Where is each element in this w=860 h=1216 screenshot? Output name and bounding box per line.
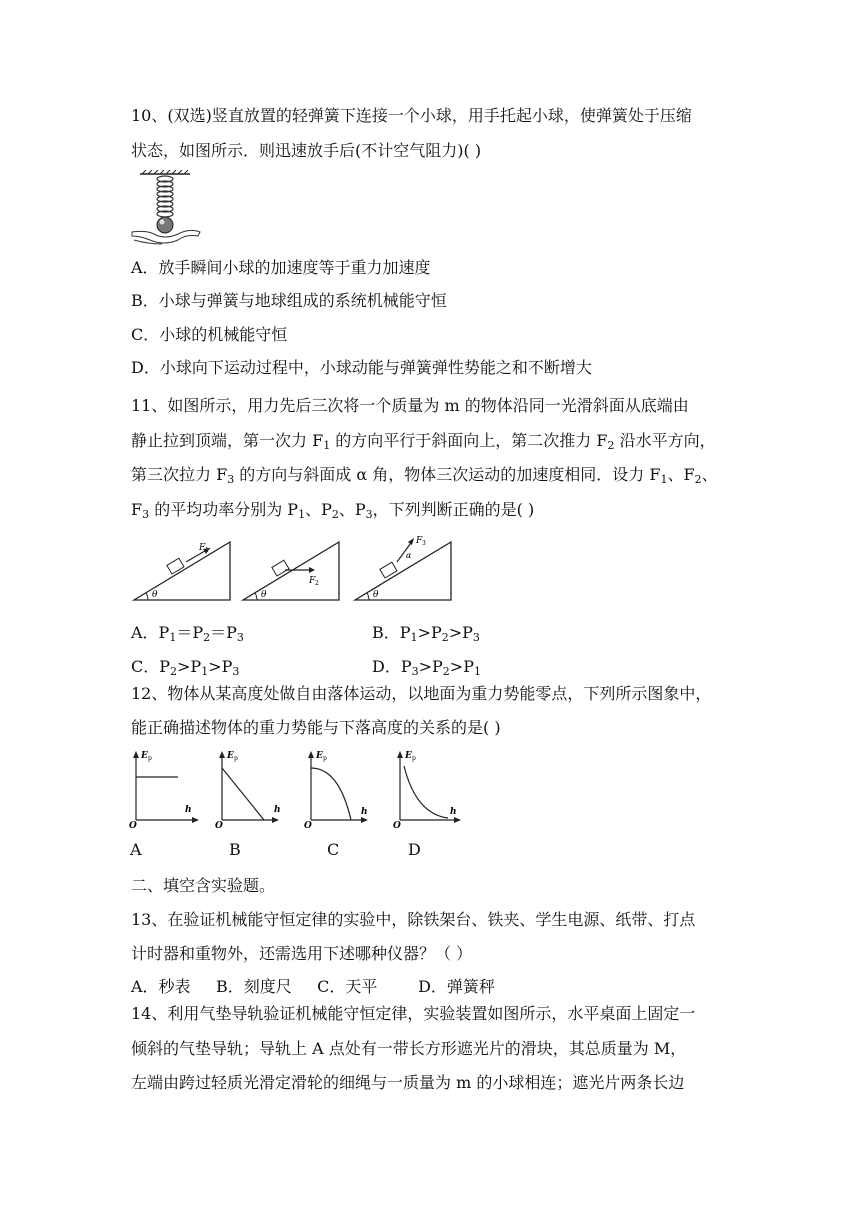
graph-a-y-label: E xyxy=(141,751,148,761)
q11-option-c: C．$P_2>P_1>P_3$ xyxy=(131,657,240,678)
q11-stem-line2: 静止拉到顶端，第一次力 $F_1$ 的方向平行于斜面向上，第二次推力 $F_2$ 沿水平方向， xyxy=(131,431,716,452)
graph-d-x-label: h xyxy=(450,807,457,817)
angle-alpha: α xyxy=(406,551,412,560)
graph-a-origin: O xyxy=(129,821,137,830)
q10-stem-line1: 10、(双选)竖直放置的轻弹簧下连接一个小球，用手托起小球，使弹簧处于压缩 xyxy=(131,106,692,125)
graph-b xyxy=(214,748,294,830)
q13-options: A．秒表 B．刻度尺 C．天平 D．弹簧秤 xyxy=(131,977,495,996)
q11-option-a: A．$P_1=P_2=P_3$ xyxy=(131,623,244,644)
q10-option-a: A．放手瞬间小球的加速度等于重力加速度 xyxy=(131,258,431,277)
q12-stem-line1: 12、物体从某高度处做自由落体运动，以地面为重力势能零点，下列所示图象中， xyxy=(131,684,712,703)
q13-stem-line1: 13、在验证机械能守恒定律的实验中，除铁架台、铁夹、学生电源、纸带、打点 xyxy=(131,910,696,929)
graph-a-x-label: h xyxy=(185,805,192,815)
force-label-f2-sub: 2 xyxy=(315,580,319,587)
angle-theta-2: θ xyxy=(261,590,267,600)
graph-a xyxy=(128,748,208,830)
q10-option-d: D．小球向下运动过程中，小球动能与弹簧弹性势能之和不断增大 xyxy=(131,358,592,377)
angle-theta-1: θ xyxy=(152,590,158,600)
section-heading: 二、填空含实验题。 xyxy=(131,876,276,895)
graph-b-x-label: h xyxy=(274,805,281,815)
q11-stem-line1: 11、如图所示，用力先后三次将一个质量为 m 的物体沿同一光滑斜面从底端由 xyxy=(131,396,689,415)
graph-label-a: A xyxy=(130,840,142,859)
graph-d-y-label: E xyxy=(405,751,412,761)
force-label-f1-sub: 1 xyxy=(205,547,209,554)
q14-stem-line1: 14、利用气垫导轨验证机械能守恒定律，实验装置如图所示，水平桌面上固定一 xyxy=(131,1004,696,1023)
q13-stem-line2: 计时器和重物外，还需选用下述哪种仪器？（ ） xyxy=(131,944,473,963)
graph-b-y-label: E xyxy=(227,751,234,761)
graph-d-y-sub: p xyxy=(412,755,416,762)
graph-label-d: D xyxy=(408,840,421,859)
force-label-f2: F xyxy=(309,576,316,586)
q11-stem-line4: $F_3$ 的平均功率分别为 $P_1$、$P_2$、$P_3$，下列判断正确的是( ) xyxy=(131,500,535,521)
graph-d xyxy=(392,748,472,830)
angle-theta-3: θ xyxy=(373,590,379,600)
incline-figure-3 xyxy=(351,534,461,604)
q11-stem-line3: 第三次拉力 $F_3$ 的方向与斜面成 α 角，物体三次运动的加速度相同．设力 $F_1$、$F_2$、 xyxy=(131,465,718,486)
q10-stem-line2: 状态，如图所示．则迅速放手后(不计空气阻力)( ) xyxy=(131,141,482,160)
graph-label-b: B xyxy=(229,840,241,859)
graph-b-origin: O xyxy=(215,821,223,830)
q14-stem-line2: 倾斜的气垫导轨；导轨上 A 点处有一带长方形遮光片的滑块，其总质量为 M， xyxy=(131,1039,687,1058)
graph-c-y-label: E xyxy=(316,751,323,761)
q11-option-b: B．$P_1>P_2>P_3$ xyxy=(372,623,480,644)
graph-d-origin: O xyxy=(393,821,401,830)
graph-c-x-label: h xyxy=(361,807,368,817)
graph-label-c: C xyxy=(327,840,340,859)
graph-c xyxy=(303,748,383,830)
force-label-f1: F xyxy=(199,543,206,553)
q10-option-c: C．小球的机械能守恒 xyxy=(131,325,288,344)
q14-stem-line3: 左端由跨过轻质光滑定滑轮的细绳与一质量为 m 的小球相连；遮光片两条长边 xyxy=(131,1073,685,1092)
force-label-f3: F xyxy=(416,536,423,546)
graph-c-origin: O xyxy=(304,821,312,830)
q12-stem-line2: 能正确描述物体的重力势能与下落高度的关系的是( ) xyxy=(131,718,501,737)
q10-option-b: B．小球与弹簧与地球组成的系统机械能守恒 xyxy=(131,291,447,310)
q11-option-d: D．$P_3>P_2>P_1$ xyxy=(372,657,481,678)
incline-figure-2 xyxy=(239,538,349,604)
force-label-f3-sub: 3 xyxy=(422,540,426,547)
incline-figure-1 xyxy=(130,538,240,604)
graph-c-y-sub: p xyxy=(323,755,327,762)
graph-b-y-sub: p xyxy=(234,755,238,762)
spring-hand-figure xyxy=(128,170,208,246)
graph-a-y-sub: p xyxy=(148,755,152,762)
